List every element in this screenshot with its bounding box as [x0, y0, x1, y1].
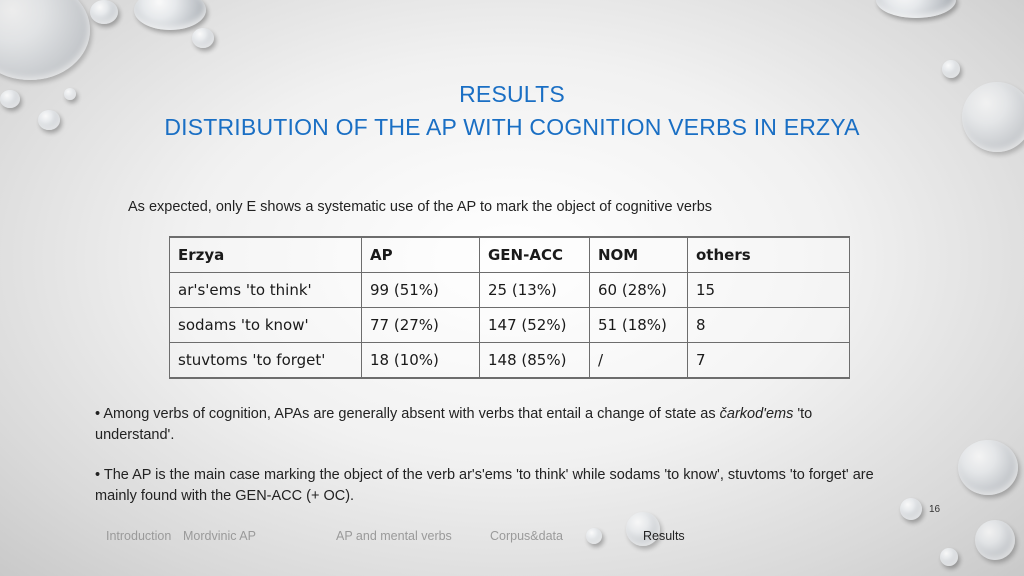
page-number: 16 — [929, 504, 941, 515]
bullet-cognition-verbs — [95, 404, 895, 446]
table-cell: sodams 'to know' — [170, 308, 362, 343]
table-cell: 51 (18%) — [590, 308, 688, 343]
table-cell: ar's'ems 'to think' — [170, 273, 362, 308]
table-cell: 25 (13%) — [480, 273, 590, 308]
column-header: Erzya — [170, 237, 362, 273]
bullet-text: Among verbs of cognition, APAs are generally absent with verbs that entail a change of state as — [103, 406, 720, 422]
water-droplet — [134, 0, 206, 30]
water-droplet — [940, 548, 958, 566]
table-cell: stuvtoms 'to forget' — [170, 343, 362, 379]
water-droplet — [942, 60, 960, 78]
section-nav — [0, 529, 1024, 547]
bullet-marker: • — [95, 406, 101, 422]
title-line-2: DISTRIBUTION OF THE AP WITH COGNITION VERBS IN ERZYA — [164, 114, 860, 140]
table-row — [170, 343, 850, 379]
results-table — [169, 236, 850, 379]
table-cell: 18 (10%) — [362, 343, 480, 379]
column-header: AP — [362, 237, 480, 273]
nav-item-ap-mental-verbs[interactable]: AP and mental verbs — [336, 529, 452, 543]
table-cell: / — [590, 343, 688, 379]
table-cell: 8 — [688, 308, 850, 343]
bullet-ap-case-marking — [95, 465, 895, 507]
bullet-text: The AP is the main case marking the object of the verb ar's'ems 'to think' while sodams 'to know', stuvtoms 'to forget' are mainly found with the GEN-ACC (+ OC). — [95, 467, 874, 504]
title-line-1: RESULTS — [459, 81, 565, 107]
water-droplet — [90, 0, 118, 24]
table-cell: 60 (28%) — [590, 273, 688, 308]
table-row — [170, 308, 850, 343]
water-droplet — [0, 0, 90, 80]
water-droplet — [876, 0, 956, 18]
table-cell: 15 — [688, 273, 850, 308]
bullet-italic-term: čarkod'ems — [719, 406, 794, 422]
nav-item-introduction[interactable]: Introduction — [106, 529, 172, 543]
column-header: NOM — [590, 237, 688, 273]
table-cell: 148 (85%) — [480, 343, 590, 379]
water-droplet — [958, 440, 1018, 495]
bullet-text: 'to understand'. — [95, 406, 813, 443]
table-row — [170, 273, 850, 308]
nav-item-mordvinic-ap[interactable]: Mordvinic AP — [183, 529, 256, 543]
table-cell: 7 — [688, 343, 850, 379]
column-header: GEN-ACC — [480, 237, 590, 273]
table-cell: 147 (52%) — [480, 308, 590, 343]
column-header: others — [688, 237, 850, 273]
nav-item-corpus-data[interactable]: Corpus&data — [490, 529, 563, 543]
slide-title — [0, 78, 1024, 144]
table-cell: 77 (27%) — [362, 308, 480, 343]
water-droplet — [192, 28, 214, 48]
nav-item-results[interactable]: Results — [643, 529, 685, 543]
water-droplet — [900, 498, 922, 520]
table-cell: 99 (51%) — [362, 273, 480, 308]
table-header-row — [170, 237, 850, 273]
bullet-marker: • — [95, 467, 101, 483]
intro-text: As expected, only E shows a systematic use of the AP to mark the object of cognitive verbs — [128, 199, 713, 215]
